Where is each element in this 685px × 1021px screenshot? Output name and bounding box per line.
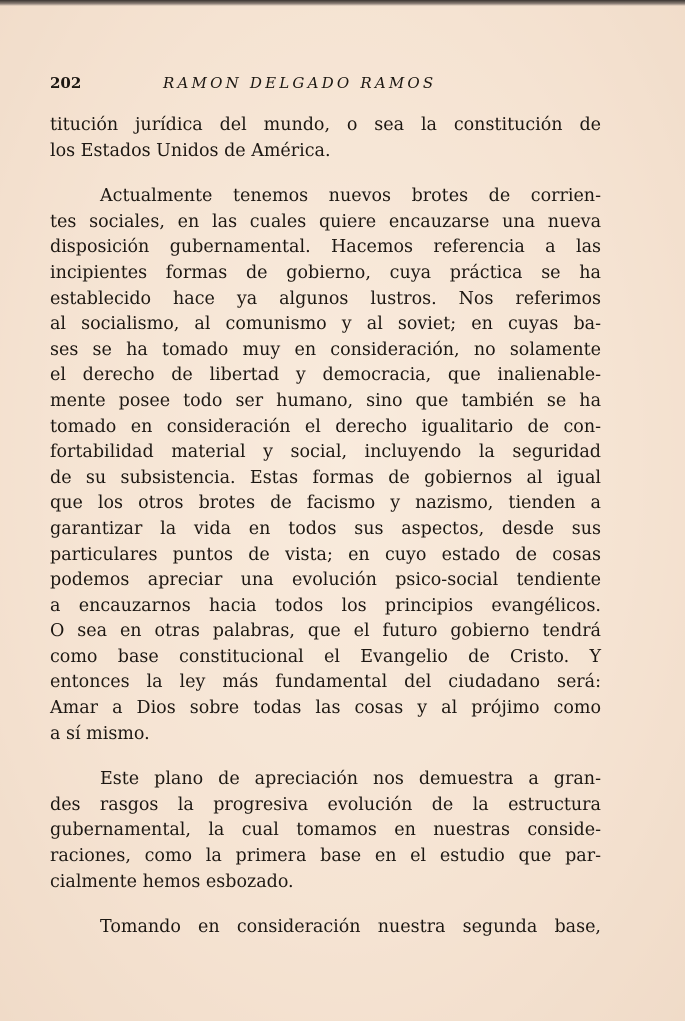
text-line: tomado en consideración el derecho igualitario de con- [50, 416, 601, 437]
text-line: Amar a Dios sobre todas las cosas y al prójimo como [50, 698, 601, 719]
text-line: garantizar la vida en todos sus aspectos, desde sus [50, 518, 601, 539]
text-line: titución jurídica del mundo, o sea la constitución de [50, 115, 601, 135]
text-line: de su subsistencia. Estas formas de gobiernos al igual [50, 467, 601, 488]
text-line: los Estados Unidos de América. [50, 140, 331, 161]
page-number: 202 [50, 74, 82, 92]
text-line: Este plano de apreciación nos demuestra a gran- [100, 769, 601, 790]
text-line: cialmente hemos esbozado. [50, 871, 294, 892]
paragraph [50, 184, 601, 747]
text-line: al socialismo, al comunismo y al soviet; en cuyas ba- [50, 314, 601, 335]
text-line: O sea en otras palabras, que el futuro gobierno tendrá [50, 621, 601, 642]
text-line: podemos apreciar una evolución psico-social tendiente [50, 570, 601, 591]
text-line: fortabilidad material y social, incluyendo la seguridad [50, 442, 601, 463]
text-line: particulares puntos de vista; en cuyo estado de cosas [50, 544, 601, 565]
text-line: gubernamental, la cual tomamos en nuestras conside- [50, 820, 601, 841]
text-line: disposición gubernamental. Hacemos referencia a las [50, 237, 601, 258]
page-top-edge-shadow [0, 0, 685, 6]
text-line: establecido hace ya algunos lustros. Nos referimos [50, 288, 601, 309]
text-line: raciones, como la primera base en el estudio que par- [50, 846, 601, 867]
text-line: ses se ha tomado muy en consideración, no solamente [50, 339, 601, 360]
text-line: tes sociales, en las cuales quiere encauzarse una nueva [50, 211, 601, 232]
running-head-author: RAMON DELGADO RAMOS [163, 74, 437, 92]
paragraph [50, 767, 601, 895]
text-line: a encauzarnos hacia todos los principios evangélicos. [50, 595, 601, 616]
text-line: des rasgos la progresiva evolución de la estructura [50, 794, 601, 815]
page-header [50, 74, 589, 96]
body-text [50, 113, 601, 941]
text-line: Actualmente tenemos nuevos brotes de corrien- [100, 186, 601, 207]
text-line: a sí mismo. [50, 723, 150, 744]
paragraph [50, 113, 601, 164]
text-line: como base constitucional el Evangelio de Cristo. Y [50, 646, 601, 667]
text-line: entonces la ley más fundamental del ciudadano será: [50, 672, 601, 693]
text-line: mente posee todo ser humano, sino que también se ha [50, 390, 601, 411]
text-line: Tomando en consideración nuestra segunda base, [100, 917, 601, 938]
paragraph [50, 915, 601, 941]
text-line: incipientes formas de gobierno, cuya práctica se ha [50, 262, 601, 283]
text-line: el derecho de libertad y democracia, que inalienable- [50, 365, 601, 386]
text-line: que los otros brotes de facismo y nazismo, tienden a [50, 493, 601, 514]
